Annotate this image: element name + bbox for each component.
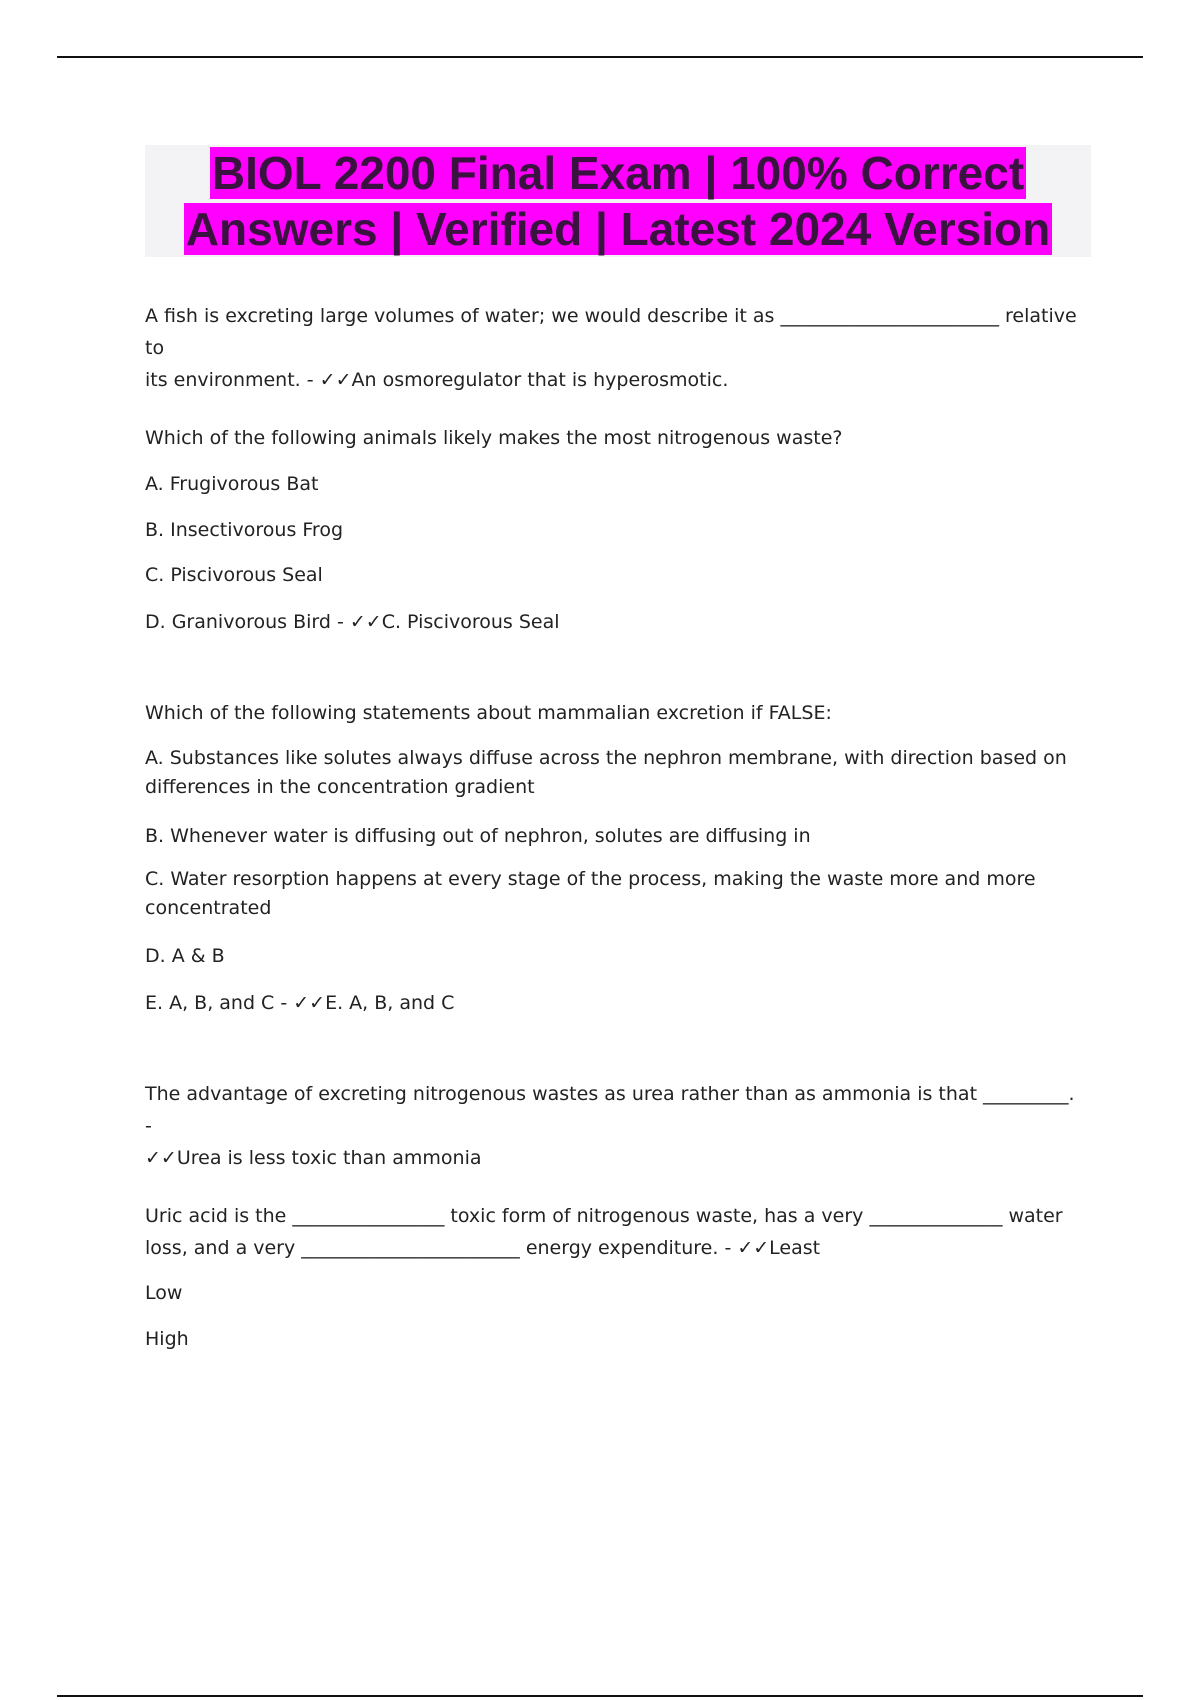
question-2-option-c: C. Piscivorous Seal [145, 564, 323, 586]
question-4-line-2: ✓✓Urea is less toxic than ammonia [145, 1147, 482, 1169]
question-5 [145, 1200, 1085, 1264]
question-2-stem: Which of the following animals likely makes the most nitrogenous waste? [145, 427, 843, 449]
question-5-answer-low: Low [145, 1282, 183, 1304]
question-3-option-a: A. Substances like solutes always diffuse across the nephron membrane, with direction based on differences in the concentration gradient [145, 747, 1067, 798]
question-3-option-c: C. Water resorption happens at every stage of the process, making the waste more and more concentrated [145, 868, 1036, 919]
question-1-line-2: its environment. - ✓✓An osmoregulator that is hyperosmotic. [145, 369, 729, 391]
document-title [145, 145, 1091, 257]
footer-rule [57, 1695, 1143, 1697]
question-2 [145, 422, 1085, 454]
question-2-option-a: A. Frugivorous Bat [145, 473, 319, 495]
question-4-line-1: The advantage of excreting nitrogenous wastes as urea rather than as ammonia is that _________. - [145, 1083, 1075, 1137]
question-3-option-e: E. A, B, and C - ✓✓E. A, B, and C [145, 992, 455, 1014]
question-3-option-d: D. A & B [145, 945, 225, 967]
question-3-stem: Which of the following statements about mammalian excretion if FALSE: [145, 702, 832, 724]
header-rule [57, 56, 1143, 58]
question-5-line-2: loss, and a very _______________________ energy expenditure. - ✓✓Least [145, 1237, 821, 1259]
question-5-line-1: Uric acid is the ________________ toxic form of nitrogenous waste, has a very ______________ water [145, 1205, 1063, 1227]
title-line-2: Answers | Verified | Latest 2024 Version [185, 203, 1051, 255]
question-2-option-d: D. Granivorous Bird - ✓✓C. Piscivorous Seal [145, 611, 560, 633]
question-5-answer-high: High [145, 1328, 189, 1350]
question-3 [145, 697, 1085, 729]
question-3-option-b: B. Whenever water is diffusing out of nephron, solutes are diffusing in [145, 825, 811, 847]
title-line-1: BIOL 2200 Final Exam | 100% Correct [211, 147, 1025, 199]
question-1-line-1: A fish is excreting large volumes of water; we would describe it as _______________________ relative to [145, 305, 1077, 359]
question-4 [145, 1078, 1085, 1174]
question-2-option-b: B. Insectivorous Frog [145, 519, 344, 541]
question-1 [145, 300, 1085, 396]
